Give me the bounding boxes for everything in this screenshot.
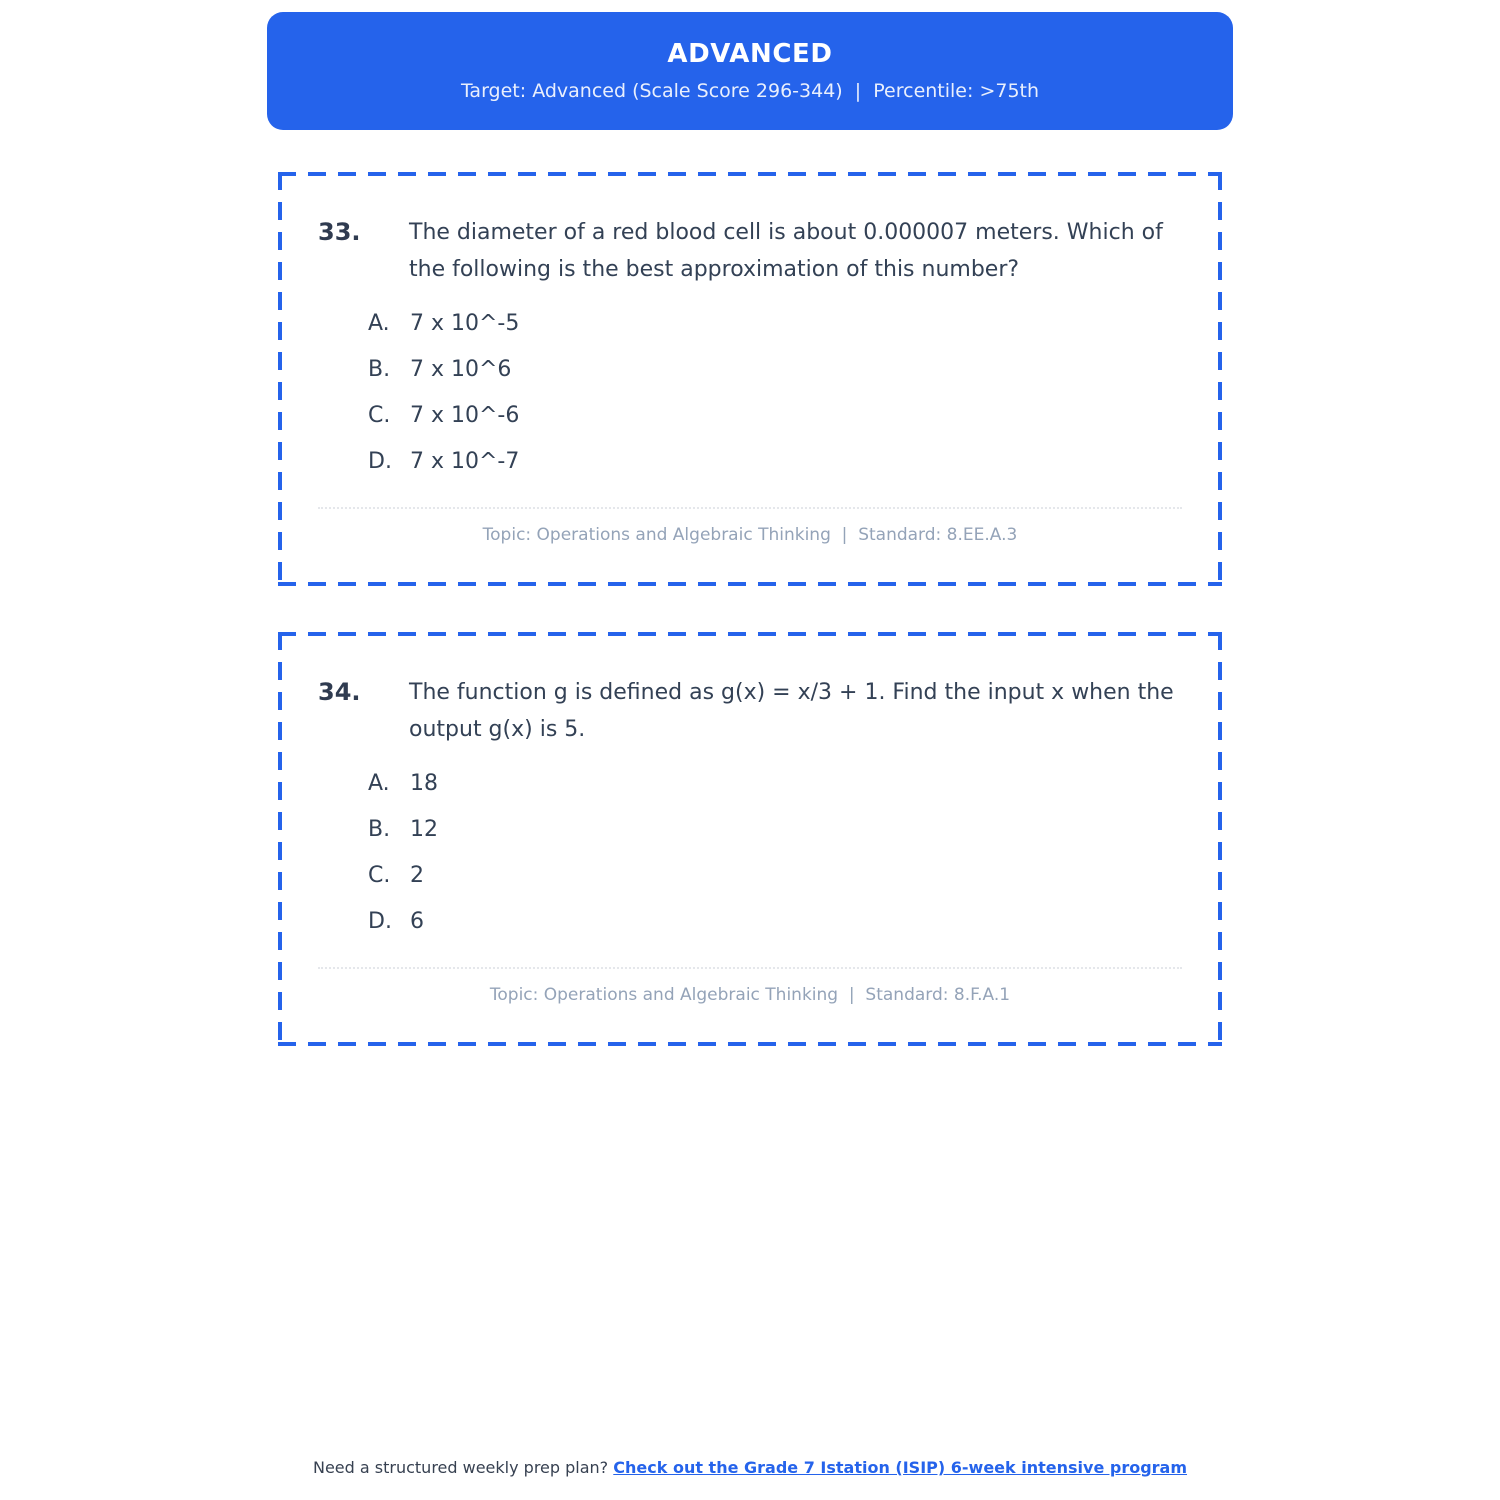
level-title: ADVANCED	[667, 39, 833, 69]
question-card-34	[278, 632, 1222, 1046]
answer-option-c	[368, 862, 1182, 889]
answer-option-d	[368, 448, 1182, 475]
option-letter: A.	[368, 311, 390, 336]
option-letter: D.	[368, 909, 392, 934]
question-number: 33.	[318, 218, 361, 246]
footer-prompt: Need a structured weekly prep plan?	[312, 1458, 614, 1477]
answer-option-c	[368, 402, 1182, 429]
topic-standard-line: Topic: Operations and Algebraic Thinking | Standard: 8.F.A.1	[489, 985, 1011, 1005]
question-row	[318, 214, 1182, 288]
answer-option-b	[368, 816, 1182, 843]
question-row	[318, 674, 1182, 748]
question-card-33	[278, 172, 1222, 586]
option-letter: D.	[368, 449, 392, 474]
answer-option-a	[368, 310, 1182, 337]
answer-options	[318, 770, 1182, 935]
card-divider	[318, 967, 1182, 969]
question-text: The function g is defined as g(x) = x/3 + 1. Find the input x when the output g(x) is 5.	[409, 680, 1174, 742]
page-footer	[0, 1458, 1500, 1478]
card-divider	[318, 507, 1182, 509]
option-letter: B.	[368, 817, 391, 842]
option-text: 6	[410, 909, 424, 934]
question-number: 34.	[318, 678, 361, 706]
answer-option-d	[368, 908, 1182, 935]
option-text: 18	[410, 771, 438, 796]
topic-standard-line: Topic: Operations and Algebraic Thinking | Standard: 8.EE.A.3	[482, 525, 1018, 545]
option-letter: C.	[368, 863, 391, 888]
option-letter: B.	[368, 357, 391, 382]
option-letter: C.	[368, 403, 391, 428]
option-text: 7 x 10^-5	[410, 311, 520, 336]
level-banner	[267, 12, 1233, 130]
answer-option-b	[368, 356, 1182, 383]
option-text: 7 x 10^-7	[410, 449, 520, 474]
footer-link[interactable]: Check out the Grade 7 Istation (ISIP) 6-week intensive program	[613, 1458, 1188, 1477]
option-text: 7 x 10^6	[410, 357, 512, 382]
option-text: 12	[410, 817, 438, 842]
worksheet-page	[267, 0, 1233, 1046]
question-text: The diameter of a red blood cell is about 0.000007 meters. Which of the following is the best approximation of this number?	[409, 220, 1163, 282]
option-text: 2	[410, 863, 424, 888]
answer-option-a	[368, 770, 1182, 797]
option-letter: A.	[368, 771, 390, 796]
answer-options	[318, 310, 1182, 475]
level-subtitle: Target: Advanced (Scale Score 296-344) | Percentile: >75th	[460, 80, 1040, 103]
option-text: 7 x 10^-6	[410, 403, 520, 428]
